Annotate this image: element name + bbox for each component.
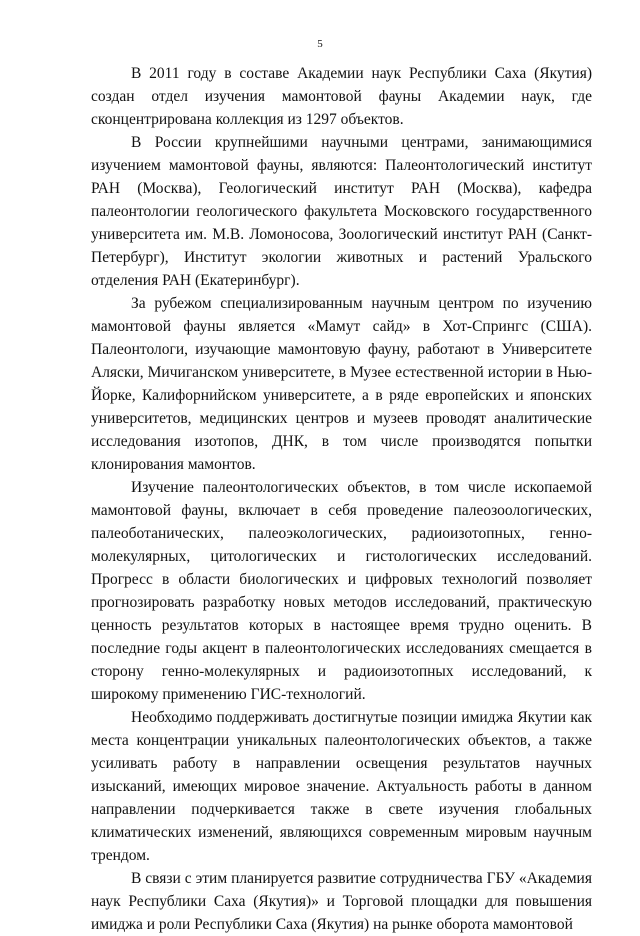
paragraph-image-of-yakutia: Необходимо поддерживать достигнутые позиции имиджа Якутии как места концентрации уникальных палеонтологических объектов, а также усиливать работу в направлении освещения результатов научных изысканий, имеющих мировое значение. Актуальность работы в данном направлении подчеркивается также в свете изучения глобальных климатических изменений, являющихся современным мировым научным трендом. [91, 709, 592, 864]
paragraph-academy-department: В 2011 году в составе Академии наук Республики Саха (Якутия) создан отдел изучения мамонтовой фауны Академии наук, где сконцентрирована коллекция из 1297 объектов. [91, 65, 592, 128]
paragraph-russian-centers: В России крупнейшими научными центрами, занимающимися изучением мамонтовой фауны, являются: Палеонтологический институт РАН (Москва), Геологический институт РАН (Москва), кафедра палеонтологии геологического факультета Московского государственного университета им. М.В. Ломоносова, Зоологический институт РАН (Санкт-Петербург), Институт экологии животных и растений Уральского отделения РАН (Екатеринбург). [91, 134, 592, 289]
paragraph-cooperation: В связи с этим планируется развитие сотрудничества ГБУ «Академия наук Республики Саха (Якутия)» и Торговой площадки для повышения имиджа и роли Республики Саха (Якутия) на рынке оборота мамонтовой [91, 870, 592, 933]
body-text [91, 62, 592, 936]
paragraph-research-methods: Изучение палеонтологических объектов, в том числе ископаемой мамонтовой фауны, включает в себя проведение палеозоологических, палеоботанических, палеоэкологических, радиоизотопных, генно-молекулярных, цитологических и гистологических исследований. Прогресс в области биологических и цифровых технологий позволяет прогнозировать разработку новых методов исследований, практическую ценность результатов которых в настоящее время трудно оценить. В последние годы акцент в палеонтологических исследованиях смещается в сторону генно-молекулярных и радиоизотопных исследований, к широкому применению ГИС-технологий. [91, 479, 592, 703]
paragraph-foreign-centers: За рубежом специализированным научным центром по изучению мамонтовой фауны является «Мамут сайд» в Хот-Спрингс (США). Палеонтологи, изучающие мамонтовую фауну, работают в Университете Аляски, Мичиганском университете, в Музее естественной истории в Нью-Йорке, Калифорнийском университете, а в ряде европейских и японских университетов, медицинских центров и музеев проводят аналитические исследования изотопов, ДНК, в том числе производятся попытки клонирования мамонтов. [91, 295, 592, 473]
page-number: 5 [317, 38, 323, 50]
